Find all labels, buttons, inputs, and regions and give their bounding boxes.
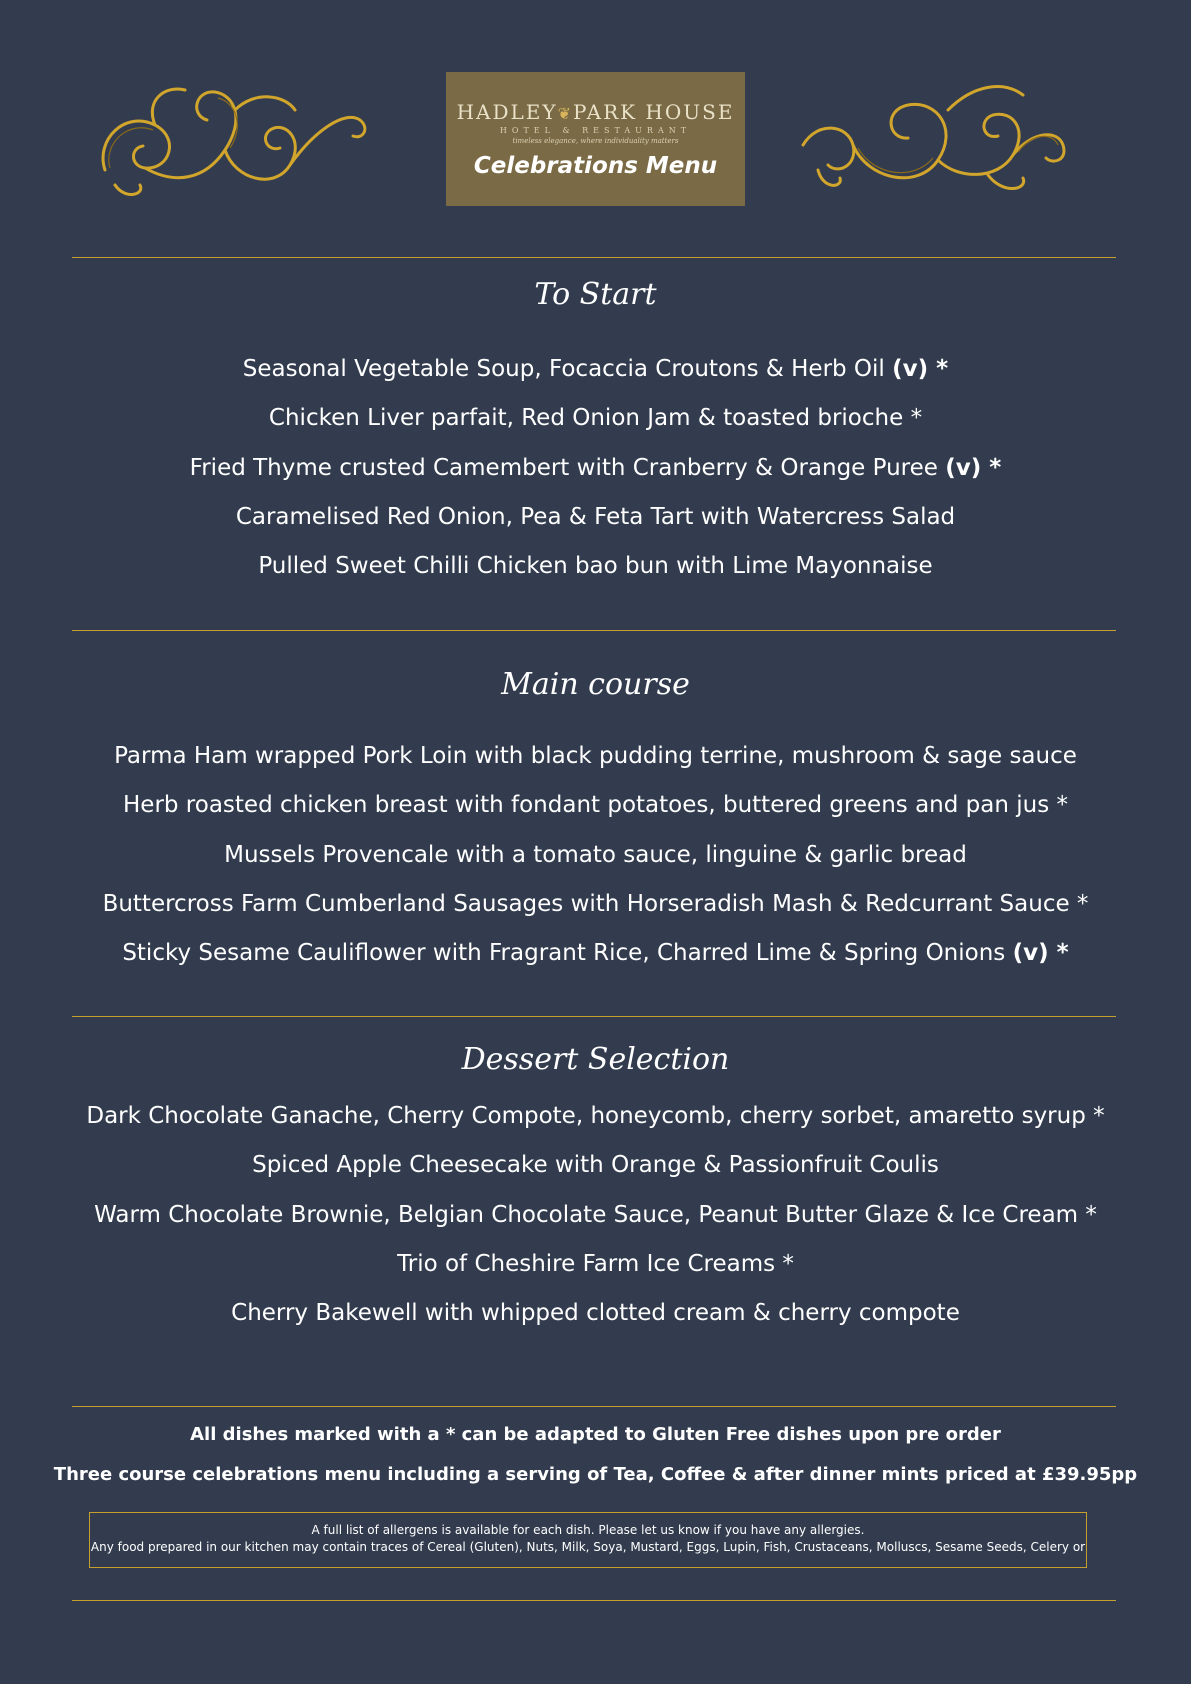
menu-item: Seasonal Vegetable Soup, Focaccia Croutons & Herb Oil (v) *	[242, 356, 949, 382]
menu-item: Buttercross Farm Cumberland Sausages with Horseradish Mash & Redcurrant Sauce *	[102, 891, 1089, 917]
menu-item: Herb roasted chicken breast with fondant potatoes, buttered greens and pan jus *	[123, 792, 1068, 818]
divider-rule	[72, 257, 1116, 258]
menu-item: Parma Ham wrapped Pork Loin with black pudding terrine, mushroom & sage sauce	[114, 743, 1077, 769]
allergen-line-1: A full list of allergens is available for each dish. Please let us know if you have any allergies.	[311, 1523, 865, 1537]
menu-item: Fried Thyme crusted Camembert with Cranberry & Orange Puree (v) *	[189, 455, 1002, 481]
menu-item: Spiced Apple Cheesecake with Orange & Passionfruit Coulis	[252, 1152, 939, 1178]
divider-rule	[72, 1406, 1116, 1407]
menu-item: Trio of Cheshire Farm Ice Creams *	[397, 1251, 794, 1277]
logo-tagline: timeless elegance, where individuality matters	[512, 137, 679, 145]
divider-rule	[72, 1600, 1116, 1601]
divider-rule	[72, 1016, 1116, 1017]
section-title-starters: To Start	[534, 277, 657, 312]
menu-item: Caramelised Red Onion, Pea & Feta Tart with Watercress Salad	[235, 504, 956, 530]
menu-item: Sticky Sesame Cauliflower with Fragrant Rice, Charred Lime & Spring Onions (v) *	[122, 940, 1069, 966]
section-title-desserts: Dessert Selection	[461, 1042, 730, 1077]
menu-item: Dark Chocolate Ganache, Cherry Compote, honeycomb, cherry sorbet, amaretto syrup *	[86, 1103, 1105, 1129]
menu-title: Celebrations Menu	[473, 153, 718, 179]
allergen-notice-box	[89, 1512, 1087, 1568]
divider-rule	[72, 630, 1116, 631]
menu-item: Pulled Sweet Chilli Chicken bao bun with Lime Mayonnaise	[258, 553, 933, 579]
menu-item: Cherry Bakewell with whipped clotted cream & cherry compote	[231, 1300, 960, 1326]
gold-flourish-left-ornament	[85, 70, 375, 205]
menu-item: Warm Chocolate Brownie, Belgian Chocolate Sauce, Peanut Butter Glaze & Ice Cream *	[94, 1202, 1097, 1228]
gluten-free-note: All dishes marked with a * can be adapted to Gluten Free dishes upon pre order	[190, 1424, 1001, 1445]
menu-item: Mussels Provencale with a tomato sauce, linguine & garlic bread	[224, 842, 967, 868]
hotel-logo-wordmark	[446, 100, 745, 124]
price-note: Three course celebrations menu including a serving of Tea, Coffee & after dinner mints priced at £39.95pp	[53, 1464, 1138, 1485]
logo-name-right: PARK HOUSE	[573, 100, 735, 124]
menu-item: Chicken Liver parfait, Red Onion Jam & toasted brioche *	[268, 405, 923, 431]
allergen-line-2: Any food prepared in our kitchen may contain traces of Cereal (Gluten), Nuts, Milk, Soya, Mustard, Eggs, Lupin, Fish, Crustaceans, Molluscs, Sesame Seeds, Celery or	[90, 1540, 1086, 1554]
logo-name-left: HADLEY	[456, 100, 558, 124]
leaf-icon: ❦	[557, 104, 573, 123]
logo-subtitle: HOTEL & RESTAURANT	[499, 126, 692, 135]
gold-flourish-right-ornament	[788, 70, 1078, 205]
section-title-mains: Main course	[501, 667, 690, 702]
hotel-logo-panel	[446, 72, 745, 206]
